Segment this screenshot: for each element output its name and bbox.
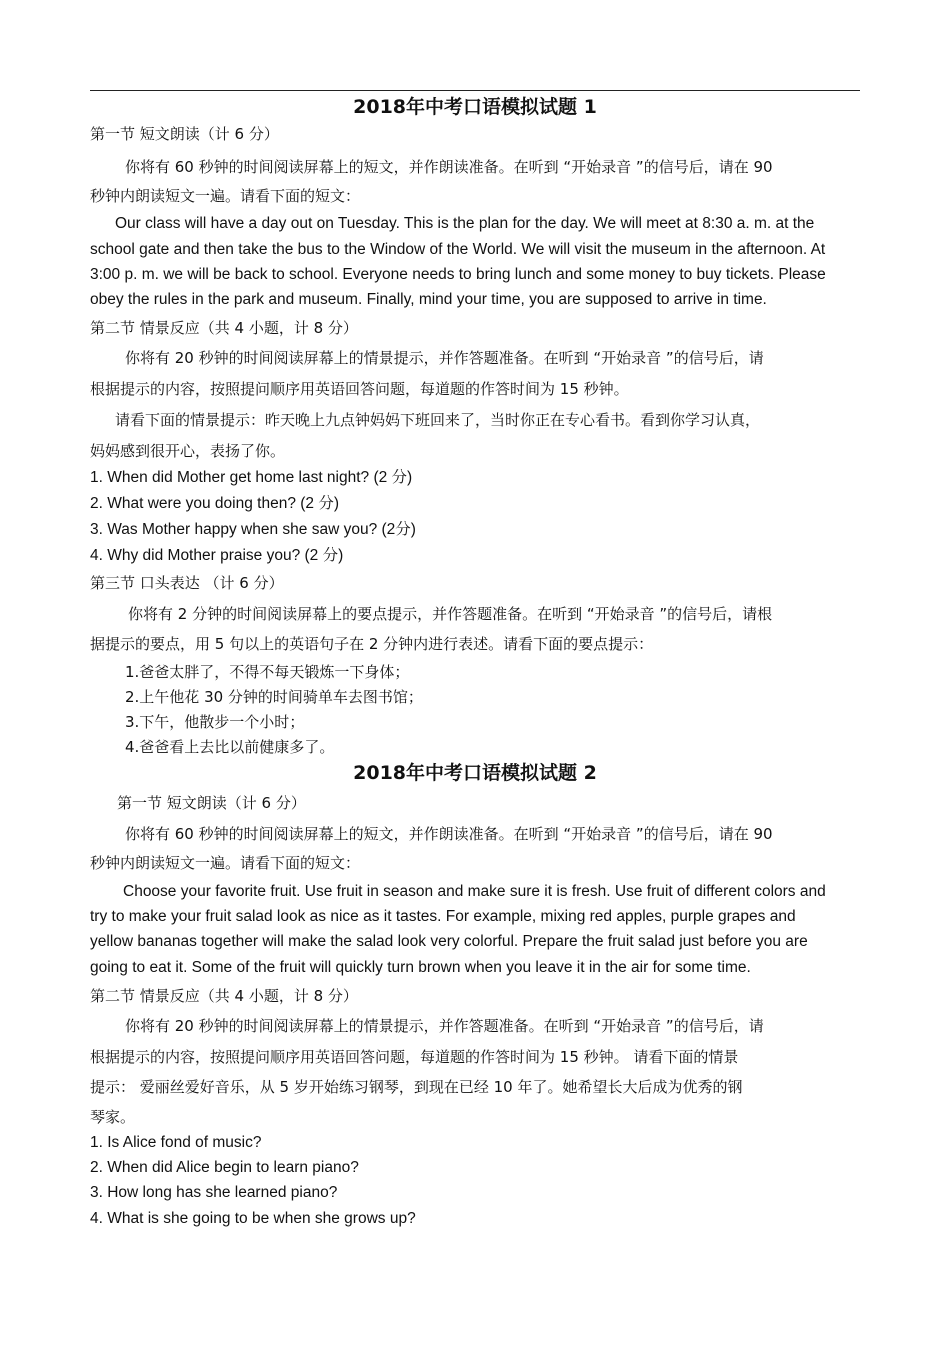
test1-question: 3. Was Mother happy when she saw you? (2分)	[90, 521, 416, 538]
test1-section3-heading: 第三节 口头表达 （计 6 分）	[90, 574, 284, 592]
test2-section2-instruction-line1: 你将有 20 秒钟的时间阅读屏幕上的情景提示，并作答题准备。在听到 “开始录音 ”的信号后，请	[125, 1017, 764, 1035]
test2-section2-instruction-line2: 根据提示的内容，按照提问顺序用英语回答问题，每道题的作答时间为 15 秒钟。 请看下面的情景	[90, 1048, 739, 1066]
test1-question: 1. When did Mother get home last night? (2 分)	[90, 469, 413, 486]
test1-scenario-line2: 妈妈感到很开心，表扬了你。	[90, 442, 286, 460]
test2-question: 2. When did Alice begin to learn piano?	[90, 1159, 359, 1176]
test1-section2-heading: 第二节 情景反应（共 4 小题，计 8 分）	[90, 319, 358, 337]
test1-section1-heading: 第一节 短文朗读（计 6 分）	[90, 125, 279, 143]
test2-section1-heading: 第一节 短文朗读（计 6 分）	[117, 794, 306, 812]
test1-title: 2018年中考口语模拟试题 1	[353, 96, 597, 118]
test1-passage-line: obey the rules in the park and museum. Finally, mind your time, you are supposed to arrive in time.	[90, 291, 767, 308]
test1-question: 4. Why did Mother praise you? (2 分)	[90, 547, 344, 564]
test2-section2-heading: 第二节 情景反应（共 4 小题，计 8 分）	[90, 987, 358, 1005]
test1-passage-line: 3:00 p. m. we will be back to school. Everyone needs to bring lunch and some money to buy tickets. Please	[90, 266, 826, 283]
test2-passage-line: going to eat it. Some of the fruit will quickly turn brown when you leave it in the air for some time.	[90, 959, 751, 976]
test2-title: 2018年中考口语模拟试题 2	[353, 762, 597, 784]
test2-question: 3. How long has she learned piano?	[90, 1184, 338, 1201]
test1-section3-instruction-line2: 据提示的要点，用 5 句以上的英语句子在 2 分钟内进行表述。请看下面的要点提示：	[90, 635, 654, 653]
test1-point: 1.爸爸太胖了，不得不每天锻炼一下身体；	[125, 663, 410, 681]
test1-scenario-line1: 请看下面的情景提示：昨天晚上九点钟妈妈下班回来了，当时你正在专心看书。看到你学习认真，	[115, 411, 761, 429]
test2-question: 4. What is she going to be when she grows up?	[90, 1210, 416, 1227]
test2-passage-line: yellow bananas together will make the salad look very colorful. Prepare the fruit salad just before you are	[90, 933, 808, 950]
test1-section2-instruction-line1: 你将有 20 秒钟的时间阅读屏幕上的情景提示，并作答题准备。在听到 “开始录音 ”的信号后，请	[125, 349, 764, 367]
test1-passage-line: Our class will have a day out on Tuesday. This is the plan for the day. We will meet at 8:30 a. m. at the	[115, 215, 815, 232]
test1-point: 3.下午，他散步一个小时；	[125, 713, 305, 731]
test1-point: 4.爸爸看上去比以前健康多了。	[125, 738, 335, 756]
test1-point: 2.上午他花 30 分钟的时间骑单车去图书馆；	[125, 688, 423, 706]
test2-passage-line: try to make your fruit salad look as nice as it tastes. For example, mixing red apples, purple grapes and	[90, 908, 796, 925]
test2-scenario-line2: 琴家。	[90, 1108, 136, 1126]
test1-section1-instruction-line2: 秒钟内朗读短文一遍。请看下面的短文：	[90, 187, 361, 205]
test1-question: 2. What were you doing then? (2 分)	[90, 495, 339, 512]
test2-passage-line: Choose your favorite fruit. Use fruit in season and make sure it is fresh. Use fruit of different colors and	[123, 883, 826, 900]
test2-scenario-line1: 提示： 爱丽丝爱好音乐，从 5 岁开始练习钢琴，到现在已经 10 年了。她希望长大后成为优秀的钢	[90, 1078, 743, 1096]
test2-section1-instruction-line2: 秒钟内朗读短文一遍。请看下面的短文：	[90, 854, 361, 872]
test1-passage-line: school gate and then take the bus to the Window of the World. We will visit the museum in the afternoon. At	[90, 241, 826, 258]
test1-section2-instruction-line2: 根据提示的内容，按照提问顺序用英语回答问题，每道题的作答时间为 15 秒钟。	[90, 380, 629, 398]
test2-question: 1. Is Alice fond of music?	[90, 1134, 262, 1151]
test2-section1-instruction-line1: 你将有 60 秒钟的时间阅读屏幕上的短文，并作朗读准备。在听到 “开始录音 ”的信号后，请在 90	[125, 825, 773, 843]
test1-section1-instruction-line1: 你将有 60 秒钟的时间阅读屏幕上的短文，并作朗读准备。在听到 “开始录音 ”的信号后，请在 90	[125, 158, 773, 176]
test1-section3-instruction-line1: 你将有 2 分钟的时间阅读屏幕上的要点提示，并作答题准备。在听到 “开始录音 ”的信号后，请根	[128, 605, 773, 623]
top-rule	[90, 90, 860, 91]
